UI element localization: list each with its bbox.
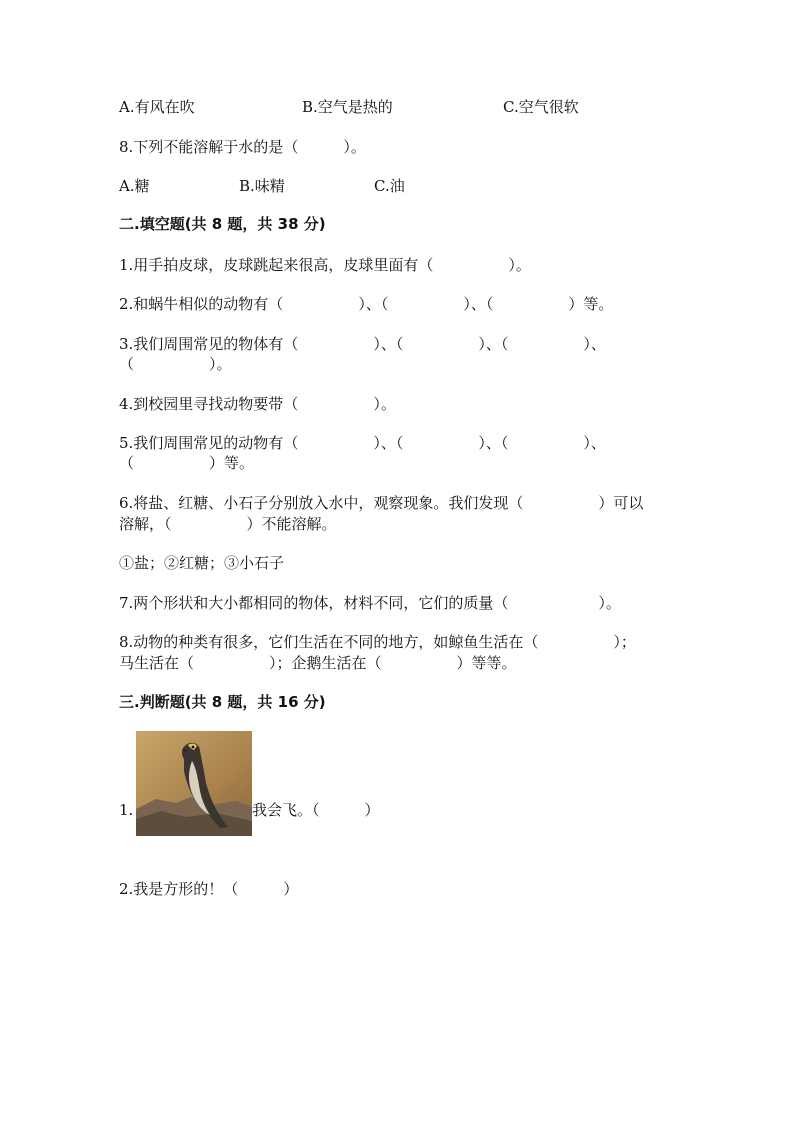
question-text: 8.下列不能溶解于水的是（ ）。 [119, 138, 366, 156]
fill-question-7: 7.两个形状和大小都相同的物体，材料不同，它们的质量（ ）。 [119, 594, 621, 612]
section-heading-judgement: 三.判断题(共 8 题，共 16 分) [119, 693, 326, 711]
option-b: B.空气是热的 [302, 98, 393, 116]
fill-question-6-line-2: 溶解，（ ）不能溶解。 [119, 515, 337, 533]
option-a: A.糖 [119, 177, 150, 195]
option-c: C.油 [374, 177, 405, 195]
fill-question-3-line-1: 3.我们周围常见的物体有（ ）、（ ）、（ ）、 [119, 335, 606, 353]
option-a: A.有风在吹 [119, 98, 195, 116]
falcon-photo [136, 731, 252, 836]
fill-question-6-line-1: 6.将盐、红糖、小石子分别放入水中，观察现象。我们发现（ ）可以 [119, 494, 644, 512]
fill-question-8-line-2: 马生活在（ ）；企鹅生活在（ ）等等。 [119, 654, 517, 672]
fill-question-1: 1.用手拍皮球，皮球跳起来很高，皮球里面有（ ）。 [119, 256, 531, 274]
section-heading-fill-in: 二.填空题(共 8 题，共 38 分) [119, 215, 326, 233]
fill-question-6-options: ①盐；②红糖；③小石子 [119, 554, 285, 572]
judge-question-2: 2.我是方形的！（ ） [119, 880, 299, 898]
fill-question-8-line-1: 8.动物的种类有很多，它们生活在不同的地方，如鲸鱼生活在（ ）； [119, 633, 636, 651]
fill-question-5-line-1: 5.我们周围常见的动物有（ ）、（ ）、（ ）、 [119, 434, 606, 452]
judge-question-1-text: 我会飞。（ ） [252, 801, 380, 819]
judge-question-1-number: 1. [119, 801, 134, 819]
option-b: B.味精 [239, 177, 285, 195]
option-c: C.空气很软 [503, 98, 579, 116]
fill-question-5-line-2: （ ）等。 [119, 454, 255, 472]
fill-question-2: 2.和蜗牛相似的动物有（ ）、（ ）、（ ）等。 [119, 295, 614, 313]
fill-question-3-line-2: （ ）。 [119, 355, 232, 373]
fill-question-4: 4.到校园里寻找动物要带（ ）。 [119, 395, 396, 413]
